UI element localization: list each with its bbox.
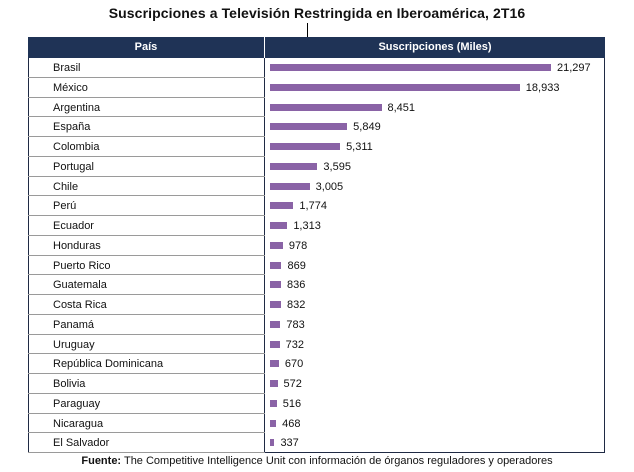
country-label: España: [53, 121, 91, 134]
value-label: 516: [282, 397, 302, 410]
value-label: 5,849: [353, 121, 381, 134]
country-label: Bolivia: [53, 378, 86, 390]
row-separator: [28, 116, 265, 117]
bar: [270, 420, 276, 427]
value-label: 18,933: [525, 81, 560, 94]
value-label: 1,313: [293, 220, 321, 232]
country-label: Guatemala: [53, 279, 107, 292]
bar: [270, 400, 277, 407]
source-label: Fuente:: [81, 455, 122, 467]
value-label: 836: [287, 279, 306, 292]
country-label: México: [53, 81, 88, 94]
row-separator: [28, 235, 265, 236]
value-label: 3,005: [315, 180, 344, 193]
bar: [270, 321, 280, 328]
row-separator: [28, 294, 265, 295]
value-label: 670: [284, 358, 304, 371]
value-label: 832: [286, 299, 306, 311]
bar: [270, 262, 281, 269]
row-separator: [28, 176, 265, 177]
bar: [270, 301, 281, 308]
bar: [270, 360, 279, 367]
source-text: The Competitive Intelligence Unit con información de órganos reguladores y operadores: [123, 455, 553, 467]
bar: [270, 341, 280, 348]
row-separator: [28, 136, 265, 137]
country-label: Uruguay: [53, 338, 95, 351]
country-label: República Dominicana: [53, 358, 164, 371]
value-label: 468: [282, 417, 301, 430]
country-label: Paraguay: [53, 397, 101, 410]
value-label: 783: [286, 318, 305, 331]
bar: [270, 143, 340, 150]
row-separator: [28, 334, 265, 335]
country-label: Panamá: [53, 318, 94, 331]
country-label: Chile: [53, 180, 79, 193]
row-separator: [28, 413, 265, 414]
title-connector-line: [307, 23, 308, 37]
value-label: 869: [287, 259, 306, 272]
row-separator: [28, 195, 265, 196]
value-label: 21,297: [557, 62, 591, 74]
country-label: Costa Rica: [53, 299, 107, 311]
country-label: Perú: [53, 200, 77, 213]
country-label: El Salvador: [53, 437, 110, 450]
country-label: Brasil: [53, 62, 81, 74]
value-label: 1,774: [299, 200, 327, 213]
header-country: País: [28, 37, 265, 58]
table-header: [28, 37, 605, 58]
header-subscriptions: Suscripciones (Miles): [378, 41, 492, 53]
row-separator: [28, 432, 265, 433]
country-label: Puerto Rico: [53, 259, 111, 272]
chart-title: Suscripciones a Televisión Restringida en Iberoamérica, 2T16: [108, 5, 526, 21]
bar: [270, 84, 520, 91]
row-separator: [28, 393, 265, 394]
value-label: 8,451: [387, 101, 416, 114]
bar: [270, 64, 551, 71]
row-separator: [28, 373, 265, 374]
bar: [270, 222, 287, 229]
bar: [270, 123, 347, 130]
value-label: 732: [285, 338, 305, 351]
bar: [270, 281, 281, 288]
value-label: 337: [280, 437, 299, 450]
row-separator: [28, 77, 265, 78]
bar: [270, 242, 283, 249]
bar: [270, 380, 278, 387]
source-note: [0, 455, 634, 467]
bar: [270, 183, 310, 190]
country-label: Argentina: [53, 101, 101, 114]
value-label: 5,311: [346, 141, 373, 153]
row-separator: [28, 314, 265, 315]
table-frame: [28, 37, 605, 453]
country-label: Portugal: [53, 160, 94, 173]
country-label: Nicaragua: [53, 417, 104, 430]
country-label: Colombia: [53, 141, 100, 153]
row-separator: [28, 156, 265, 157]
value-label: 978: [288, 239, 308, 252]
country-label: Ecuador: [53, 220, 94, 232]
column-divider: [264, 58, 265, 453]
value-label: 572: [283, 378, 302, 390]
row-separator: [28, 215, 265, 216]
bar: [270, 163, 317, 170]
row-separator: [28, 255, 265, 256]
row-separator: [28, 97, 265, 98]
row-separator: [28, 274, 265, 275]
bar: [270, 439, 274, 446]
row-separator: [28, 452, 265, 453]
value-label: 3,595: [323, 160, 351, 173]
row-separator: [28, 353, 265, 354]
country-label: Honduras: [53, 239, 101, 252]
bar: [270, 202, 293, 209]
bar: [270, 104, 382, 111]
